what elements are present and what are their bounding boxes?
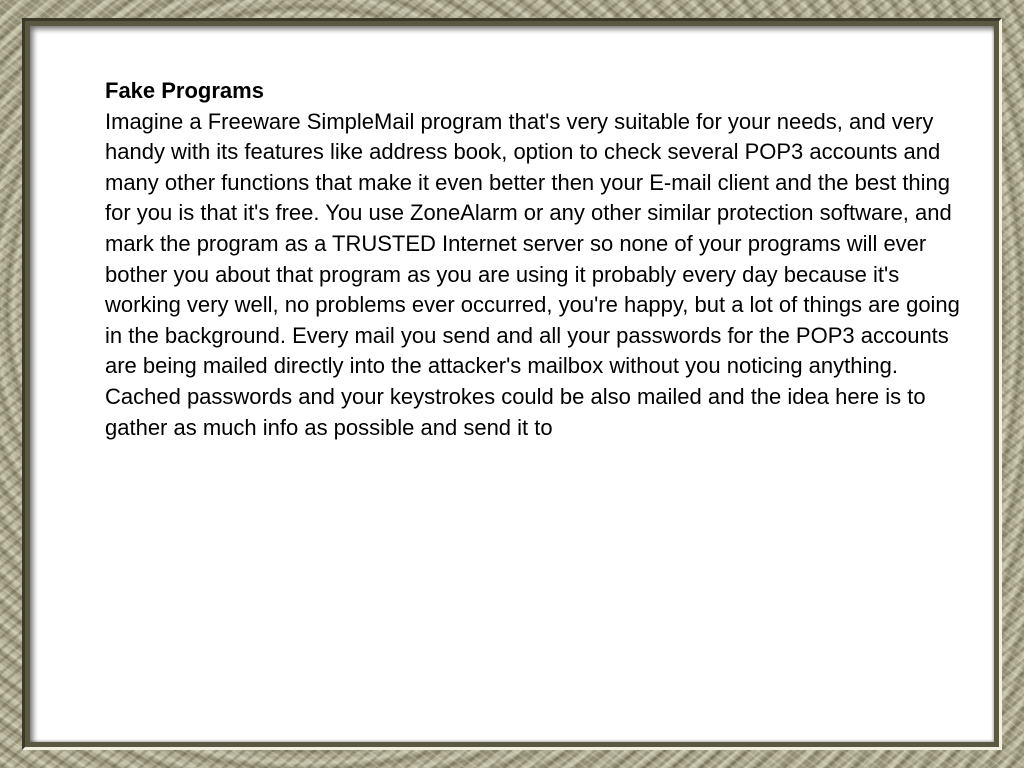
slide-body-text: Imagine a Freeware SimpleMail program that's very suitable for your needs, and very handy with its features like address book, option to check several POP3 accounts and many other functions that make it even better then your E-mail client and the best thing for you is that it's free. You use ZoneAlarm or any other similar protection software, and mark the program as a TRUSTED Internet server so none of your programs will ever bother you about that program as you are using it probably every day because it's working very well, no problems ever occurred, you're happy, but a lot of things are going in the background. Every mail you send and all your passwords for the POP3 accounts are being mailed directly into the attacker's mailbox without you noticing anything. Cached passwords and your keystrokes could be also mailed and the idea here is to gather as much info as possible and send it to [105,108,960,440]
slide-title: Fake Programs [105,78,264,103]
slide-content [105,76,965,443]
slide-canvas [30,26,994,742]
